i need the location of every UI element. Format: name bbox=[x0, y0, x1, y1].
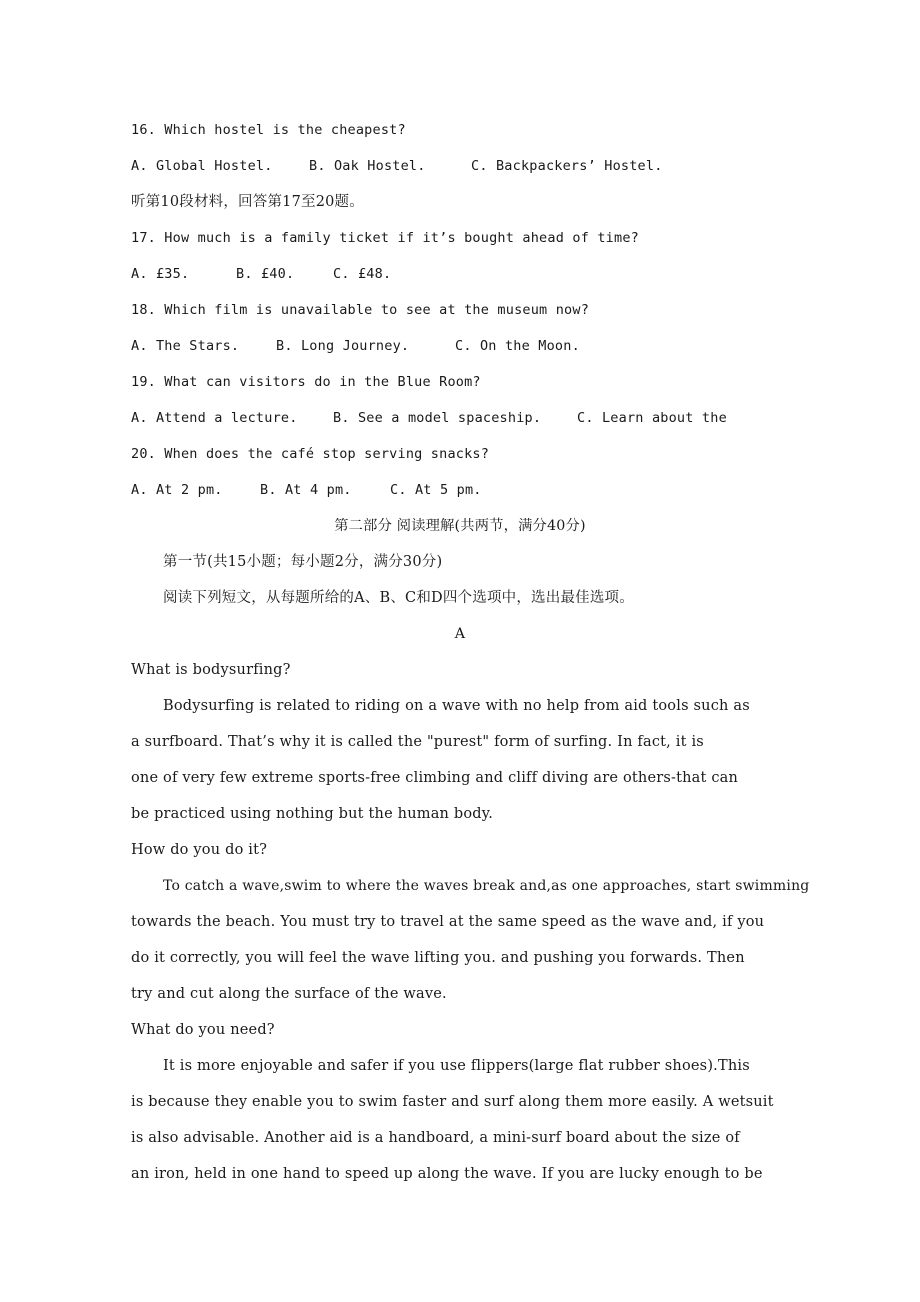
question-17: 17. How much is a family ticket if it’s bought ahead of time? bbox=[131, 230, 639, 246]
option-c: C. Backpackers’ Hostel. bbox=[471, 158, 663, 174]
option-a: A. Global Hostel. bbox=[131, 158, 273, 174]
passage-label: A bbox=[454, 626, 466, 642]
question-20-options bbox=[131, 480, 482, 500]
question-17-options bbox=[131, 264, 391, 284]
question-20: 20. When does the café stop serving snacks? bbox=[131, 446, 490, 462]
question-19: 19. What can visitors do in the Blue Room? bbox=[131, 374, 481, 390]
option-b: B. At 4 pm. bbox=[260, 482, 352, 498]
passage-heading-3: What do you need? bbox=[131, 1022, 275, 1038]
paragraph-3-line: is also advisable. Another aid is a handboard, a mini-surf board about the size of bbox=[131, 1130, 740, 1146]
paragraph-3-line: an iron, held in one hand to speed up along the wave. If you are lucky enough to be bbox=[131, 1166, 763, 1182]
option-a: A. At 2 pm. bbox=[131, 482, 223, 498]
option-b: B. See a model spaceship. bbox=[333, 410, 542, 426]
paragraph-1-line: a surfboard. That’s why it is called the "purest" form of surfing. In fact, it is bbox=[131, 734, 704, 750]
paragraph-2-line: try and cut along the surface of the wave. bbox=[131, 986, 447, 1002]
paragraph-2-line: do it correctly, you will feel the wave lifting you. and pushing you forwards. Then bbox=[131, 950, 745, 966]
option-c: C. On the Moon. bbox=[455, 338, 580, 354]
question-18: 18. Which film is unavailable to see at the museum now? bbox=[131, 302, 590, 318]
part2-title: 第二部分 阅读理解(共两节，满分40分) bbox=[334, 518, 586, 534]
paragraph-3-line: It is more enjoyable and safer if you use flippers(large flat rubber shoes).This bbox=[163, 1058, 750, 1074]
option-a: A. £35. bbox=[131, 266, 190, 282]
question-16: 16. Which hostel is the cheapest? bbox=[131, 122, 406, 138]
paragraph-3-line: is because they enable you to swim faster and surf along them more easily. A wetsuit bbox=[131, 1094, 774, 1110]
option-a: A. The Stars. bbox=[131, 338, 240, 354]
passage-heading-1: What is bodysurfing? bbox=[131, 662, 291, 678]
paragraph-1-line: one of very few extreme sports-free climbing and cliff diving are others-that can bbox=[131, 770, 739, 786]
option-c: C. £48. bbox=[333, 266, 392, 282]
option-c: C. Learn about the bbox=[577, 410, 727, 426]
paragraph-2-line: towards the beach. You must try to travel at the same speed as the wave and, if you bbox=[131, 914, 765, 930]
paragraph-1-line: be practiced using nothing but the human body. bbox=[131, 806, 494, 822]
option-b: B. Oak Hostel. bbox=[309, 158, 426, 174]
paragraph-1-line: Bodysurfing is related to riding on a wave with no help from aid tools such as bbox=[163, 698, 750, 714]
listening-instruction: 听第10段材料，回答第17至20题。 bbox=[131, 194, 364, 210]
paragraph-2-line: To catch a wave,swim to where the waves break and,as one approaches, start swimming bbox=[163, 878, 810, 894]
reading-directions: 阅读下列短文，从每题所给的A、B、C和D四个选项中，选出最佳选项。 bbox=[163, 590, 634, 606]
question-16-options bbox=[131, 156, 663, 176]
question-18-options bbox=[131, 336, 580, 356]
question-19-options bbox=[131, 408, 727, 428]
option-b: B. £40. bbox=[236, 266, 295, 282]
passage-heading-2: How do you do it? bbox=[131, 842, 268, 858]
option-a: A. Attend a lecture. bbox=[131, 410, 298, 426]
option-b: B. Long Journey. bbox=[276, 338, 410, 354]
option-c: C. At 5 pm. bbox=[390, 482, 482, 498]
section1-heading: 第一节(共15小题；每小题2分，满分30分) bbox=[163, 554, 443, 570]
